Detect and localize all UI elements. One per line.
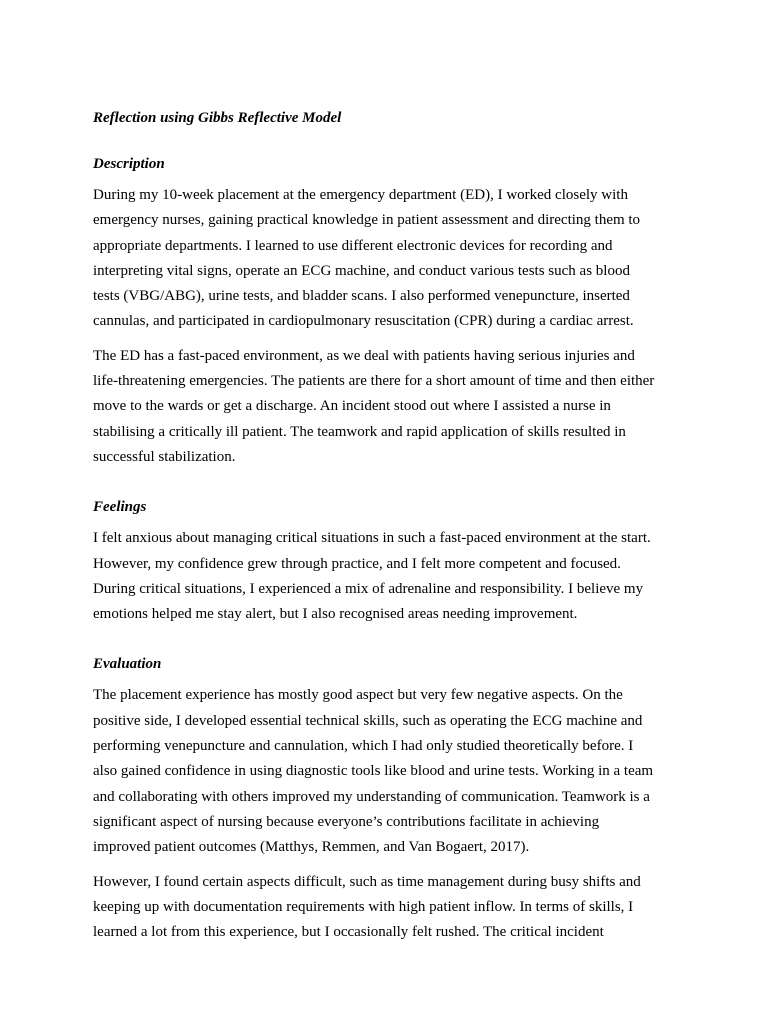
- text-line: keeping up with documentation requirements with high patient inflow. In terms of skills, I: [93, 898, 634, 915]
- section-heading-feelings: Feelings: [93, 499, 147, 516]
- text-line: stabilising a critically ill patient. The teamwork and rapid application of skills resulted in: [93, 423, 626, 440]
- description-paragraph-1: [93, 183, 678, 335]
- text-line: move to the wards or get a discharge. An incident stood out where I assisted a nurse in: [93, 398, 611, 415]
- section-spacer: [93, 479, 678, 497]
- text-line: interpreting vital signs, operate an ECG machine, and conduct various tests such as blood: [93, 262, 630, 279]
- section-heading-description: Description: [93, 156, 165, 172]
- text-line: performing venepuncture and cannulation, which I had only studied theoretically before. I: [93, 738, 634, 755]
- text-line: The placement experience has mostly good aspect but very few negative aspects. On the: [93, 687, 623, 704]
- section-heading-evaluation: Evaluation: [93, 656, 162, 673]
- text-line: emotions helped me stay alert, but I also recognised areas needing improvement.: [93, 606, 578, 623]
- evaluation-paragraph-1: [93, 683, 678, 860]
- text-line: life-threatening emergencies. The patients are there for a short amount of time and then either: [93, 373, 655, 390]
- text-line: and collaborating with others improved my understanding of communication. Teamwork is a: [93, 788, 650, 805]
- text-line: tests (VBG/ABG), urine tests, and bladder scans. I also performed venepuncture, inserted: [93, 288, 630, 305]
- text-line: also gained confidence in using diagnostic tools like blood and urine tests. Working in a team: [93, 763, 654, 780]
- text-line: emergency nurses, gaining practical knowledge in patient assessment and directing them to: [93, 212, 641, 229]
- document-title: Reflection using Gibbs Reflective Model: [93, 110, 342, 126]
- text-line: improved patient outcomes (Matthys, Remmen, and Van Bogaert, 2017).: [93, 839, 530, 856]
- text-line: successful stabilization.: [93, 448, 236, 465]
- text-line: cannulas, and participated in cardiopulmonary resuscitation (CPR) during a cardiac arrest.: [93, 313, 634, 330]
- text-line: However, I found certain aspects difficult, such as time management during busy shifts and: [93, 873, 641, 890]
- text-line: However, my confidence grew through practice, and I felt more competent and focused.: [93, 555, 621, 572]
- text-line: During my 10-week placement at the emergency department (ED), I worked closely with: [93, 187, 628, 203]
- text-line: learned a lot from this experience, but I occasionally felt rushed. The critical incident: [93, 924, 604, 941]
- feelings-paragraph-1: [93, 526, 678, 627]
- description-paragraph-2: [93, 344, 678, 470]
- text-line: positive side, I developed essential technical skills, such as operating the ECG machine and: [93, 712, 643, 729]
- text-line: appropriate departments. I learned to use different electronic devices for recording and: [93, 237, 613, 254]
- text-line: I felt anxious about managing critical situations in such a fast-paced environment at the start.: [93, 530, 651, 547]
- document-page: [93, 108, 678, 954]
- text-line: During critical situations, I experienced a mix of adrenaline and responsibility. I believe my: [93, 580, 644, 597]
- text-line: The ED has a fast-paced environment, as we deal with patients having serious injuries and: [93, 347, 635, 364]
- evaluation-paragraph-2: [93, 870, 678, 946]
- text-line: significant aspect of nursing because everyone’s contributions facilitate in achieving: [93, 813, 600, 830]
- section-spacer: [93, 636, 678, 654]
